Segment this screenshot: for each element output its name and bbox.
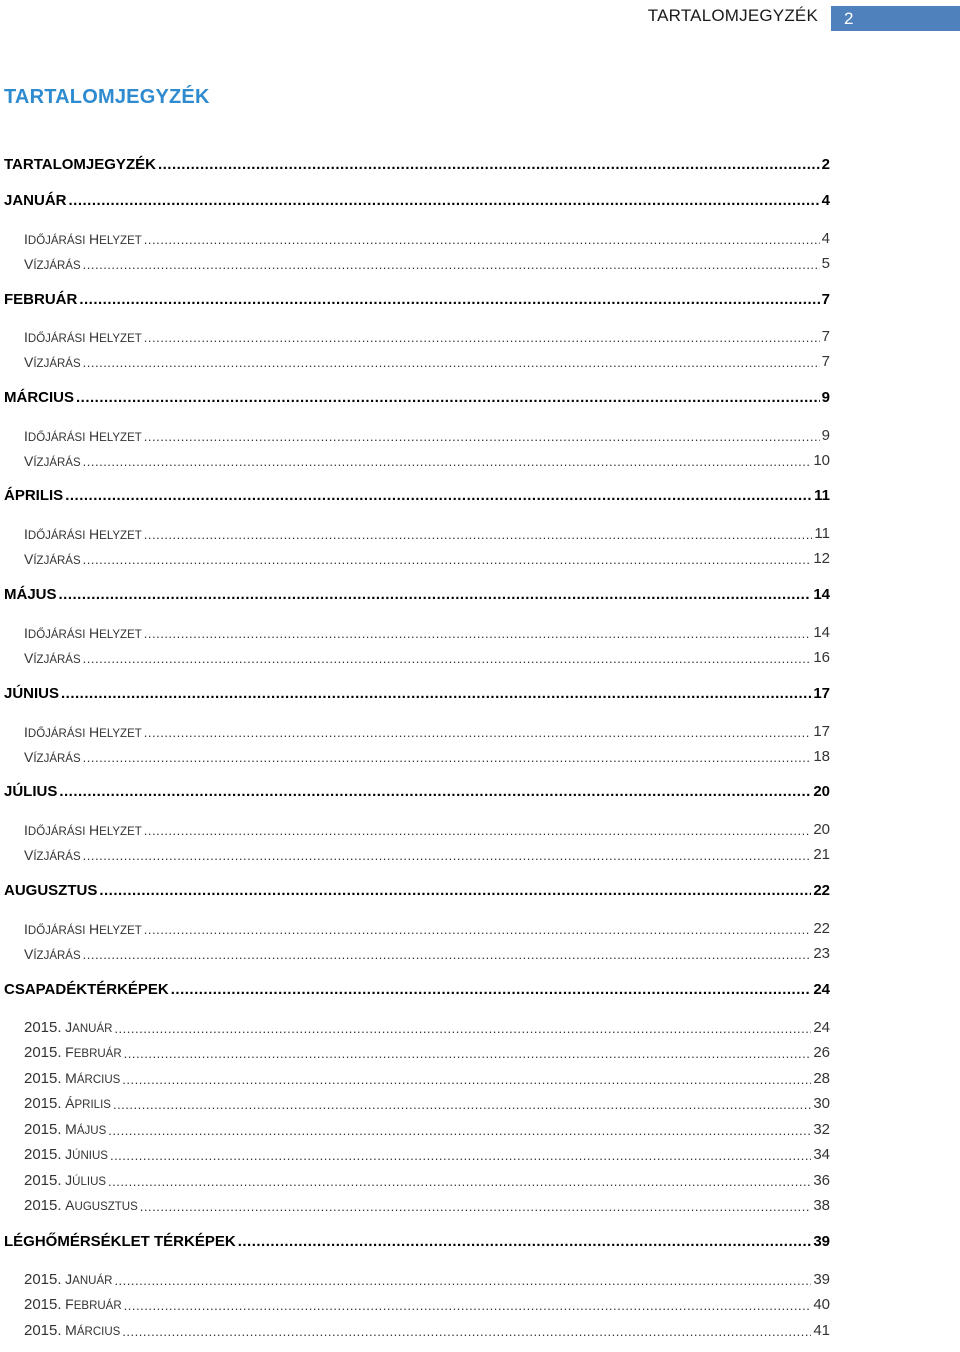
toc-entry-page-number: 30 [813,1095,830,1112]
toc-chapter-entry[interactable] [4,682,830,702]
toc-dot-leader [110,1148,811,1163]
toc-dot-leader [114,1273,811,1288]
toc-dot-leader [83,750,812,765]
toc-entry-label: VÍZJÁRÁS [24,256,81,272]
toc-entry-label: VÍZJÁRÁS [24,354,81,370]
toc-section-entry[interactable] [24,350,830,370]
toc-entry-label: TARTALOMJEGYZÉK [4,156,156,173]
toc-entry-label: JANUÁR [4,192,67,209]
toc-dot-leader [76,389,820,406]
toc-entry-page-number: 26 [813,1044,830,1061]
toc-dot-leader [144,626,812,641]
toc-entry-page-number: 22 [813,882,830,899]
toc-entry-page-number: 20 [813,783,830,800]
toc-entry-label: IDŐJÁRÁSI HELYZET [24,625,142,641]
toc-chapter-entry[interactable] [4,780,830,800]
toc-section-entry[interactable] [24,1041,830,1061]
toc-entry-page-number: 21 [813,846,830,863]
toc-chapter-entry[interactable] [4,978,830,998]
toc-dot-leader [144,922,812,937]
toc-section-entry[interactable] [24,1293,830,1313]
toc-entry-label: VÍZJÁRÁS [24,650,81,666]
toc-entry-page-number: 11 [814,487,830,504]
toc-section-entry[interactable] [24,1016,830,1036]
toc-section-entry[interactable] [24,547,830,567]
toc-entry-page-number: 18 [813,748,830,765]
toc-section-entry[interactable] [24,325,830,345]
toc-entry-page-number: 17 [813,723,830,740]
toc-entry-label: LÉGHŐMÉRSÉKLET TÉRKÉPEK [4,1233,236,1250]
toc-entry-label: IDŐJÁRÁSI HELYZET [24,822,142,838]
toc-dot-leader [83,454,812,469]
toc-entry-page-number: 7 [821,291,830,308]
toc-section-entry[interactable] [24,1092,830,1112]
toc-entry-label: IDŐJÁRÁSI HELYZET [24,921,142,937]
toc-section-entry[interactable] [24,449,830,469]
toc-entry-page-number: 7 [821,328,830,345]
toc-section-entry[interactable] [24,424,830,444]
toc-entry-page-number: 28 [813,1070,830,1087]
toc-entry-page-number: 34 [813,1146,830,1163]
toc-section-entry[interactable] [24,942,830,962]
toc-section-entry[interactable] [24,1268,830,1288]
toc-entry-label: VÍZJÁRÁS [24,847,81,863]
toc-section-entry[interactable] [24,522,830,542]
toc-section-entry[interactable] [24,1143,830,1163]
toc-dot-leader [83,355,820,370]
toc-section-entry[interactable] [24,917,830,937]
toc-chapter-entry[interactable] [4,386,830,406]
toc-entry-page-number: 9 [821,389,830,406]
toc-dot-leader [69,192,820,209]
toc-entry-page-number: 10 [813,452,830,469]
toc-entry-page-number: 39 [813,1233,830,1250]
toc-entry-page-number: 9 [821,427,830,444]
toc-dot-leader [140,1199,812,1214]
toc-section-entry[interactable] [24,843,830,863]
toc-dot-leader [158,156,820,173]
toc-chapter-entry[interactable] [4,1230,830,1250]
toc-dot-leader [65,487,812,504]
toc-entry-page-number: 2 [821,156,830,173]
toc-entry-label: IDŐJÁRÁSI HELYZET [24,231,142,247]
toc-entry-label: IDŐJÁRÁSI HELYZET [24,724,142,740]
toc-entry-label: JÚNIUS [4,685,60,702]
toc-section-entry[interactable] [24,1118,830,1138]
toc-dot-leader [83,848,812,863]
toc-entry-label: IDŐJÁRÁSI HELYZET [24,329,142,345]
toc-dot-leader [144,823,812,838]
toc-section-entry[interactable] [24,252,830,272]
toc-entry-label: 2015. JANUÁR [24,1019,113,1036]
toc-chapter-entry[interactable] [4,189,830,209]
toc-chapter-entry[interactable] [4,484,830,504]
toc-dot-leader [144,232,820,247]
toc-dot-leader [108,1174,811,1189]
toc-section-entry[interactable] [24,745,830,765]
toc-entry-page-number: 40 [813,1296,830,1313]
toc-dot-leader [124,1298,812,1313]
toc-entry-label: 2015. AUGUSZTUS [24,1197,138,1214]
toc-dot-leader [59,783,811,800]
toc-entry-page-number: 24 [813,1019,830,1036]
toc-dot-leader [122,1072,811,1087]
toc-entry-page-number: 14 [813,624,830,641]
toc-dot-leader [171,981,812,998]
toc-entry-label: IDŐJÁRÁSI HELYZET [24,526,142,542]
toc-entry-page-number: 38 [813,1197,830,1214]
toc-dot-leader [114,1021,811,1036]
toc-entry-page-number: 41 [813,1322,830,1339]
page-number: 2 [844,9,854,28]
toc-dot-leader [124,1046,812,1061]
toc-entry-label: VÍZJÁRÁS [24,551,81,567]
toc-entry-page-number: 16 [813,649,830,666]
toc-section-entry[interactable] [24,1169,830,1189]
toc-entry-page-number: 4 [821,192,830,209]
toc-chapter-entry[interactable] [4,583,830,603]
toc-dot-leader [108,1123,811,1138]
toc-dot-leader [79,291,819,308]
toc-entry-page-number: 36 [813,1172,830,1189]
toc-entry-label: 2015. JÚLIUS [24,1172,107,1189]
toc-entry-label: VÍZJÁRÁS [24,946,81,962]
header-title: TARTALOMJEGYZÉK [647,6,818,25]
toc-entry-label: 2015. JANUÁR [24,1271,113,1288]
toc-entry-page-number: 22 [813,920,830,937]
toc-chapter-entry[interactable] [4,153,830,173]
toc-dot-leader [144,330,820,345]
toc-entry-label: CSAPADÉKTÉRKÉPEK [4,981,169,998]
toc-entry-label: 2015. MÁRCIUS [24,1322,121,1339]
toc-entry-label: JÚLIUS [4,783,58,800]
toc-chapter-entry[interactable] [4,288,830,308]
toc-dot-leader [144,527,813,542]
toc-dot-leader [238,1233,812,1250]
toc-entry-label: 2015. FEBRUÁR [24,1296,122,1313]
toc-entry-label: 2015. MÁJUS [24,1121,107,1138]
toc-entry-label: IDŐJÁRÁSI HELYZET [24,428,142,444]
toc-chapter-entry[interactable] [4,879,830,899]
toc-entry-label: FEBRUÁR [4,291,78,308]
toc-entry-page-number: 17 [813,685,830,702]
toc-dot-leader [83,651,812,666]
toc-dot-leader [122,1324,811,1339]
toc-dot-leader [113,1097,811,1112]
toc-entry-label: ÁPRILIS [4,487,64,504]
toc-entry-page-number: 5 [821,255,830,272]
toc-section-entry[interactable] [24,1194,830,1214]
toc-entry-label: VÍZJÁRÁS [24,749,81,765]
toc-section-entry[interactable] [24,720,830,740]
toc-entry-page-number: 23 [813,945,830,962]
toc-dot-leader [59,586,812,603]
page-number-badge [831,6,960,31]
toc-entry-label: VÍZJÁRÁS [24,453,81,469]
toc-entry-label: 2015. ÁPRILIS [24,1095,111,1112]
toc-entry-page-number: 7 [821,353,830,370]
toc-dot-leader [144,725,812,740]
document-title: TARTALOMJEGYZÉK [4,86,210,108]
toc-entry-label: AUGUSZTUS [4,882,98,899]
toc-dot-leader [83,552,812,567]
toc-dot-leader [61,685,811,702]
toc-section-entry[interactable] [24,621,830,641]
toc-entry-page-number: 14 [813,586,830,603]
toc-section-entry[interactable] [24,1319,830,1339]
toc-section-entry[interactable] [24,646,830,666]
page-header [0,4,960,30]
toc-section-entry[interactable] [24,1067,830,1087]
toc-entry-page-number: 39 [813,1271,830,1288]
toc-section-entry[interactable] [24,227,830,247]
toc-entry-page-number: 24 [813,981,830,998]
toc-entry-label: 2015. MÁRCIUS [24,1070,121,1087]
toc-dot-leader [83,257,820,272]
toc-entry-page-number: 32 [813,1121,830,1138]
toc-section-entry[interactable] [24,818,830,838]
toc-entry-page-number: 12 [813,550,830,567]
toc-entry-label: MÁRCIUS [4,389,74,406]
toc-entry-page-number: 20 [813,821,830,838]
toc-dot-leader [83,947,812,962]
toc-entry-page-number: 11 [814,525,830,542]
toc-dot-leader [144,429,820,444]
toc-dot-leader [99,882,811,899]
toc-entry-page-number: 4 [821,230,830,247]
toc-entry-label: MÁJUS [4,586,57,603]
toc-entry-label: 2015. FEBRUÁR [24,1044,122,1061]
toc-entry-label: 2015. JÚNIUS [24,1146,108,1163]
